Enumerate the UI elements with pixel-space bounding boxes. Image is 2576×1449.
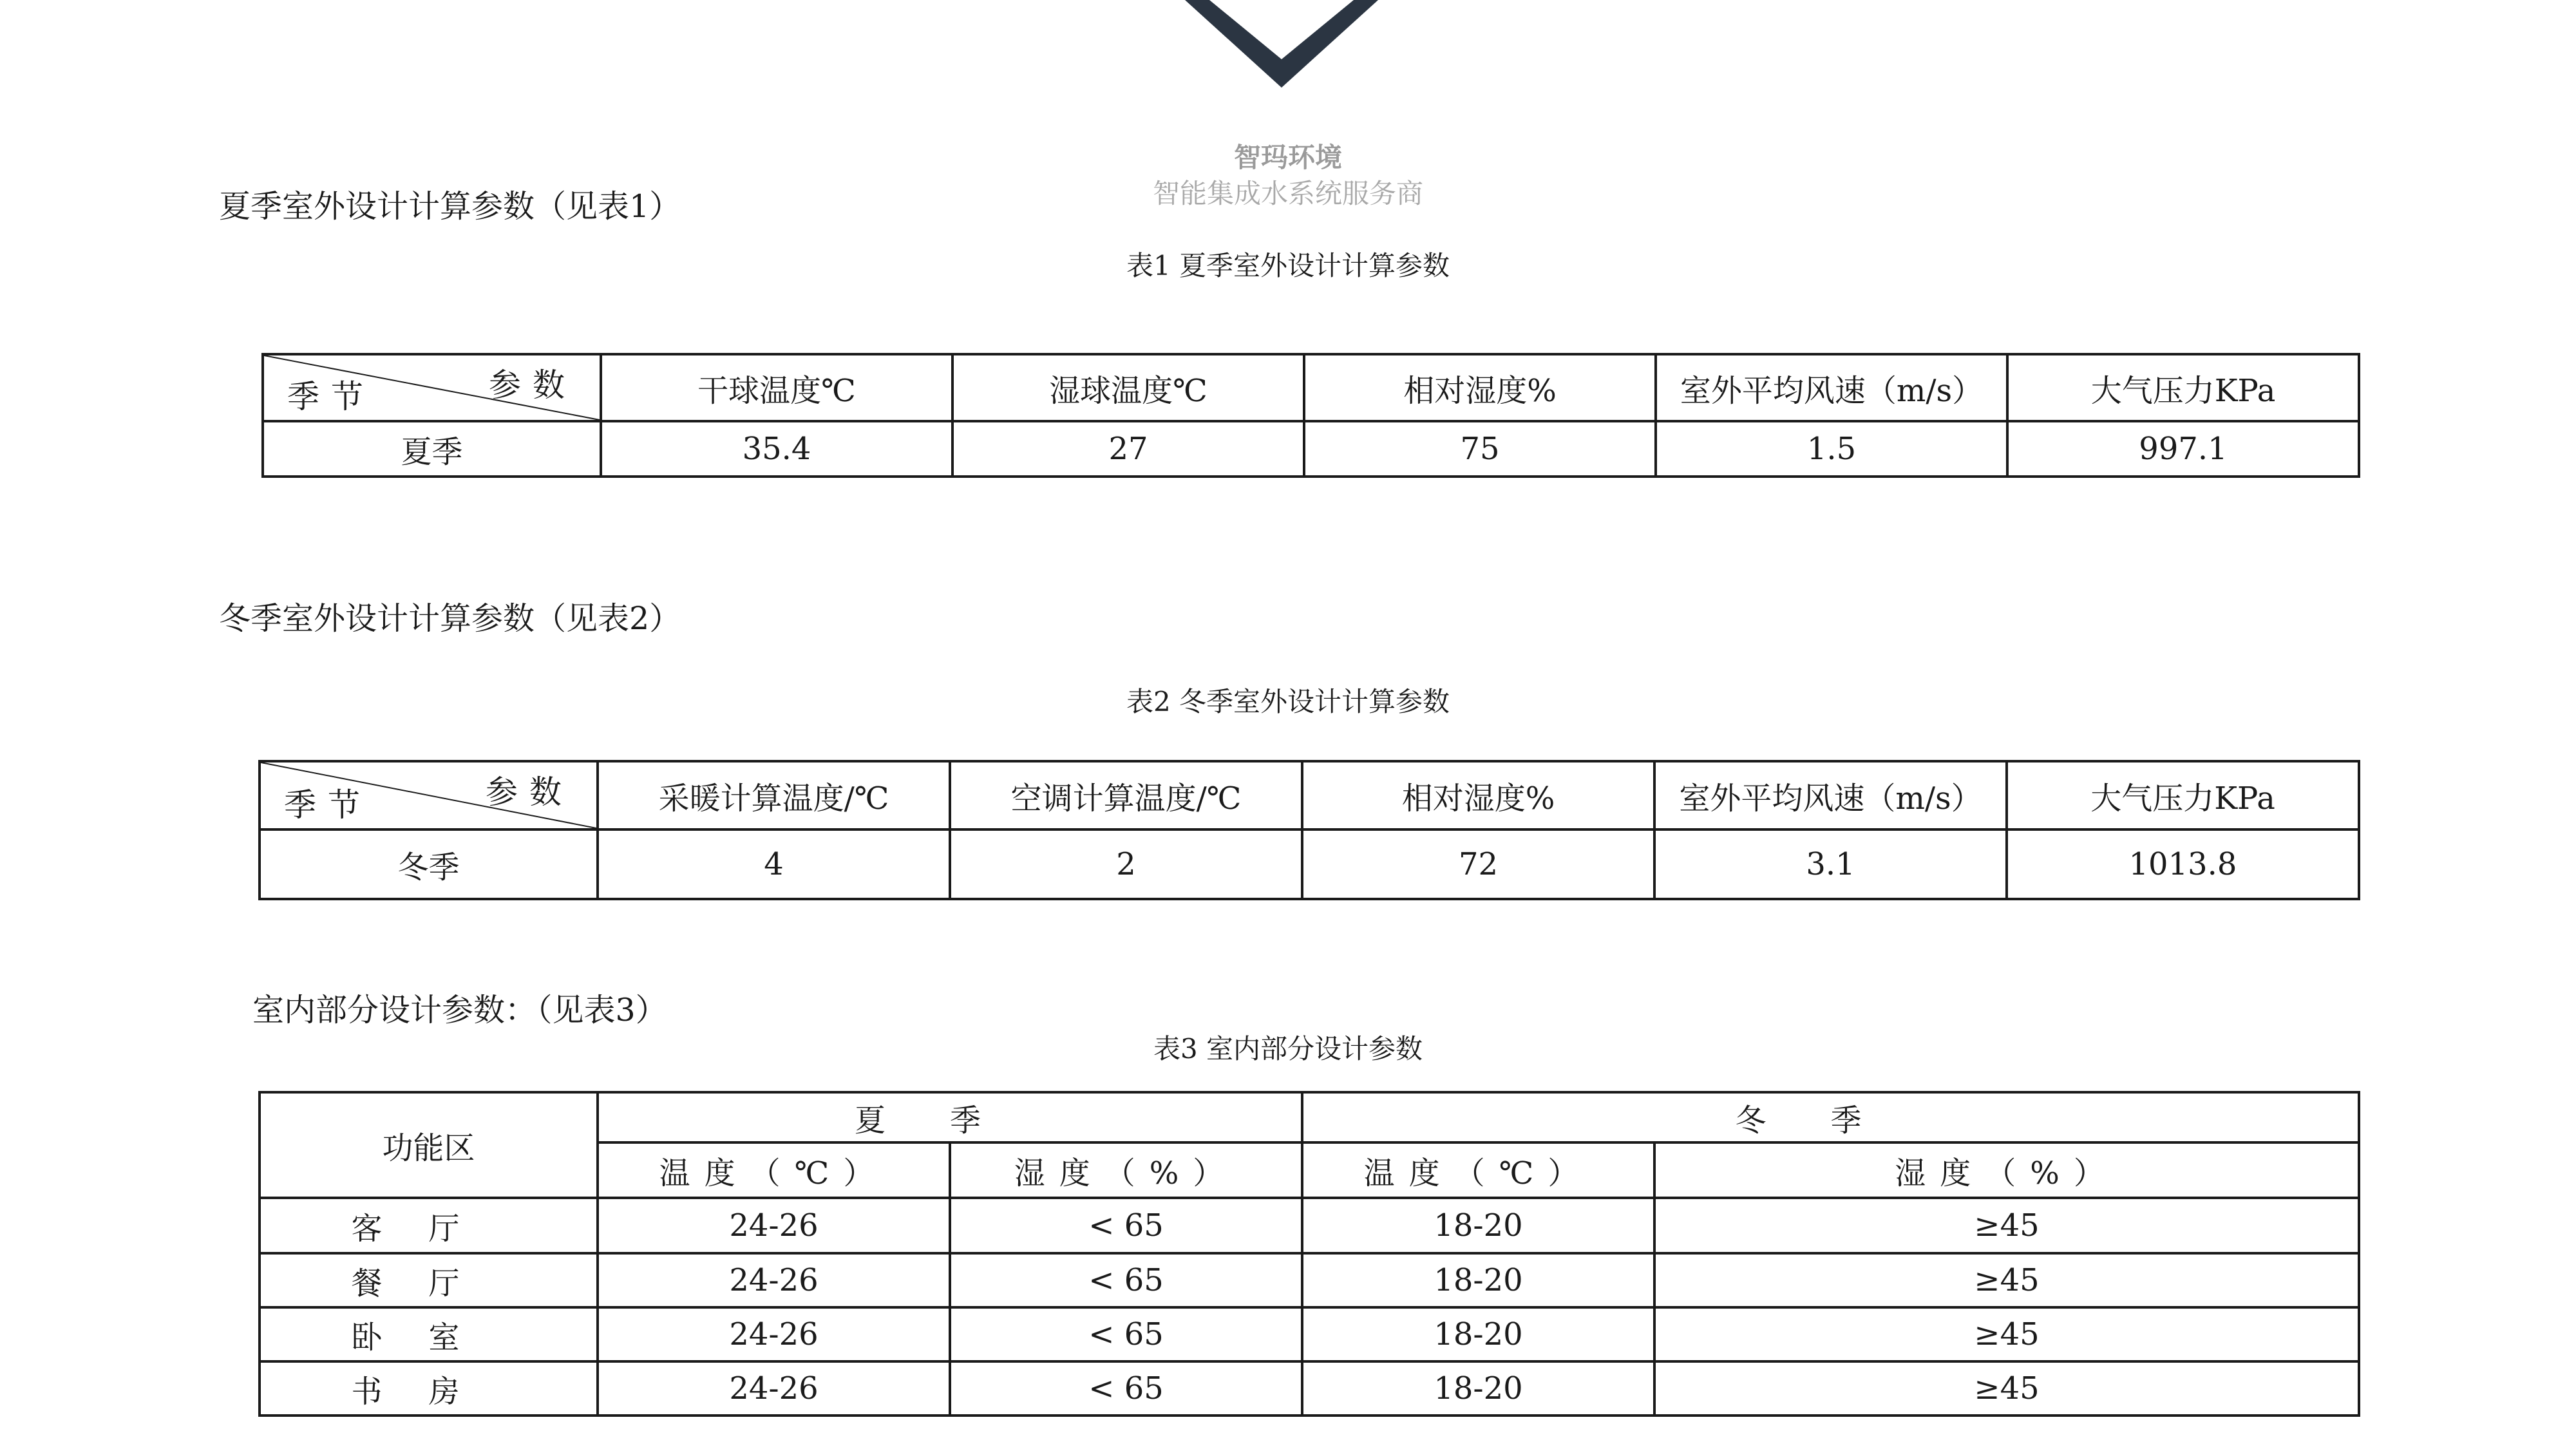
table1-value-pressure: 997.1 [2007, 421, 2359, 477]
table1-header-pressure: 大气压力KPa [2007, 354, 2359, 421]
table3-zone-cell: 卧室 [260, 1307, 598, 1361]
table2-header-heating-temp: 采暖计算温度/℃ [598, 761, 950, 829]
table3-summer-temp-cell: 24-26 [598, 1361, 950, 1416]
table2-row-label: 冬季 [260, 829, 598, 899]
table-row [260, 1198, 2359, 1253]
table3-winter-temp-header: 温度（℃） [1302, 1142, 1654, 1198]
table1-row-label: 夏季 [263, 421, 601, 477]
brand-name: 智玛环境 [1233, 142, 1342, 173]
table2-diagonal-header [260, 761, 598, 829]
table3-summer-temp-cell: 24-26 [598, 1253, 950, 1307]
table1-season-label: 季节 [287, 378, 375, 415]
table3-zone-cell: 书房 [260, 1361, 598, 1416]
table3-winter-temp-cell: 18-20 [1302, 1307, 1654, 1361]
table2-header-humidity: 相对湿度% [1302, 761, 1654, 829]
table3-summer-humidity-cell: < 65 [950, 1198, 1302, 1253]
table3-winter-header: 冬季 [1302, 1092, 2359, 1142]
table3-winter-humidity-cell: ≥45 [1654, 1361, 2359, 1416]
table3-summer-humidity-cell: < 65 [950, 1307, 1302, 1361]
table2-header-pressure: 大气压力KPa [2007, 761, 2359, 829]
table-row [260, 1307, 2359, 1361]
table3-summer-humidity-header: 湿度（%） [950, 1142, 1302, 1198]
table1-param-label: 参数 [489, 366, 576, 404]
table1-value-wet-bulb: 27 [952, 421, 1304, 477]
table1-value-dry-bulb: 35.4 [601, 421, 952, 477]
table3-summer-temp-cell: 24-26 [598, 1307, 950, 1361]
table3-summer-temp-header: 温度（℃） [598, 1142, 950, 1198]
table3-caption: 表3 室内部分设计参数 [1153, 1033, 1423, 1065]
table3-winter-temp-cell: 18-20 [1302, 1198, 1654, 1253]
table3-winter-temp-cell: 18-20 [1302, 1253, 1654, 1307]
table3-zone-header: 功能区 [260, 1092, 598, 1198]
table3-summer-humidity-cell: < 65 [950, 1361, 1302, 1416]
table3-zone-cell: 客厅 [260, 1198, 598, 1253]
logo-chevron-icon [1185, 0, 1378, 90]
table2-winter-outdoor [258, 760, 2360, 900]
table2-param-label: 参数 [486, 773, 573, 811]
table1-header-wind-speed: 室外平均风速（m/s） [1656, 354, 2007, 421]
table-row [260, 1361, 2359, 1416]
table2-season-label: 季节 [284, 786, 372, 824]
table2-header-ac-temp: 空调计算温度/℃ [950, 761, 1302, 829]
table1-value-wind-speed: 1.5 [1656, 421, 2007, 477]
table2-value-ac-temp: 2 [950, 829, 1302, 899]
table1-header-humidity: 相对湿度% [1304, 354, 1656, 421]
section3-heading: 室内部分设计参数：（见表3） [252, 992, 667, 1028]
section1-heading: 夏季室外设计计算参数（见表1） [219, 188, 681, 225]
table3-zone-cell: 餐厅 [260, 1253, 598, 1307]
table3-winter-humidity-header: 湿度（%） [1654, 1142, 2359, 1198]
table1-diagonal-header [263, 354, 601, 421]
table1-header-wet-bulb: 湿球温度℃ [952, 354, 1304, 421]
table2-value-heating-temp: 4 [598, 829, 950, 899]
table3-summer-header: 夏季 [598, 1092, 1302, 1142]
table1-caption: 表1 夏季室外设计计算参数 [1126, 250, 1450, 281]
table2-caption: 表2 冬季室外设计计算参数 [1126, 686, 1450, 717]
table2-value-humidity: 72 [1302, 829, 1654, 899]
table2-header-wind-speed: 室外平均风速（m/s） [1654, 761, 2007, 829]
section2-heading: 冬季室外设计计算参数（见表2） [219, 600, 681, 637]
table-row [260, 1253, 2359, 1307]
table2-value-wind-speed: 3.1 [1654, 829, 2007, 899]
table3-summer-temp-cell: 24-26 [598, 1198, 950, 1253]
table3-summer-humidity-cell: < 65 [950, 1253, 1302, 1307]
table2-value-pressure: 1013.8 [2007, 829, 2359, 899]
table3-winter-humidity-cell: ≥45 [1654, 1253, 2359, 1307]
table1-summer-outdoor [261, 353, 2360, 478]
table1-value-humidity: 75 [1304, 421, 1656, 477]
table3-indoor-params [258, 1091, 2360, 1417]
table3-winter-humidity-cell: ≥45 [1654, 1198, 2359, 1253]
table1-header-dry-bulb: 干球温度℃ [601, 354, 952, 421]
table3-winter-humidity-cell: ≥45 [1654, 1307, 2359, 1361]
table3-winter-temp-cell: 18-20 [1302, 1361, 1654, 1416]
brand-tagline: 智能集成水系统服务商 [1152, 178, 1423, 209]
